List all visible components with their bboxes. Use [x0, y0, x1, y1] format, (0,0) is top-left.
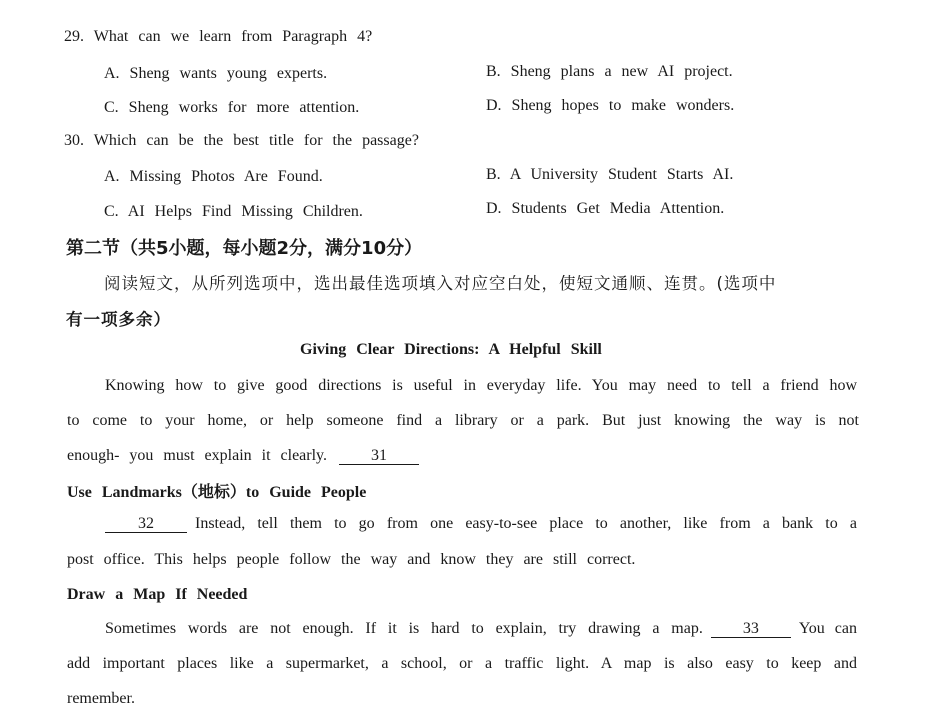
q29-option-b: B. Sheng plans a new AI project.: [486, 63, 733, 80]
q29-option-d: D. Sheng hopes to make wonders.: [486, 97, 735, 114]
paragraph-3-line-3: remember.: [67, 690, 135, 707]
blank-31: 31: [339, 447, 419, 465]
q29-option-c: C. Sheng works for more attention.: [104, 99, 360, 116]
paragraph-1-line-3: [67, 447, 419, 465]
q30-option-b: B. A University Student Starts AI.: [486, 166, 734, 183]
blank-32: 32: [105, 515, 187, 533]
paragraph-1-line-2: to come to your home, or help someone find a library or a park. But just knowing the way is not: [67, 412, 859, 429]
subheading-map: Draw a Map If Needed: [67, 586, 248, 603]
subheading-landmarks: Use Landmarks（地标）to Guide People: [67, 484, 367, 501]
section-instruction-line2: 有一项多余）: [66, 310, 171, 329]
paragraph-2-line-1: [105, 515, 857, 533]
q30-option-a: A. Missing Photos Are Found.: [104, 168, 323, 185]
paragraph-1-line-3-text: enough- you must explain it clearly.: [67, 447, 328, 464]
question-30-stem: 30. Which can be the best title for the passage?: [64, 132, 419, 149]
paragraph-2-line-2: post office. This helps people follow the way and know they are still correct.: [67, 551, 636, 568]
q30-option-d: D. Students Get Media Attention.: [486, 200, 725, 217]
section-instruction-line1: 阅读短文，从所列选项中，选出最佳选项填入对应空白处，使短文通顺、连贯。(选项中: [104, 274, 777, 293]
q30-option-c: C. AI Helps Find Missing Children.: [104, 203, 363, 220]
question-29-stem: 29. What can we learn from Paragraph 4?: [64, 28, 373, 45]
paragraph-3-line-2: add important places like a supermarket, a school, or a traffic light. A map is also easy to keep and: [67, 655, 857, 672]
paragraph-3-line-1-end: You can: [798, 620, 857, 637]
paragraph-2-line-1-text: Instead, tell them to go from one easy-to-see place to another, like from a bank to a: [195, 515, 857, 532]
paragraph-3-line-1-text: Sometimes words are not enough. If it is hard to explain, try drawing a map.: [105, 620, 703, 637]
paragraph-1-line-1: Knowing how to give good directions is useful in everyday life. You may need to tell a friend how: [105, 377, 857, 394]
q29-option-a: A. Sheng wants young experts.: [104, 65, 328, 82]
passage-title: Giving Clear Directions: A Helpful Skill: [300, 341, 602, 358]
blank-33: 33: [711, 620, 791, 638]
section-heading: 第二节（共5小题，每小题2分，满分10分）: [66, 238, 423, 259]
paragraph-3-line-1: [105, 620, 857, 638]
